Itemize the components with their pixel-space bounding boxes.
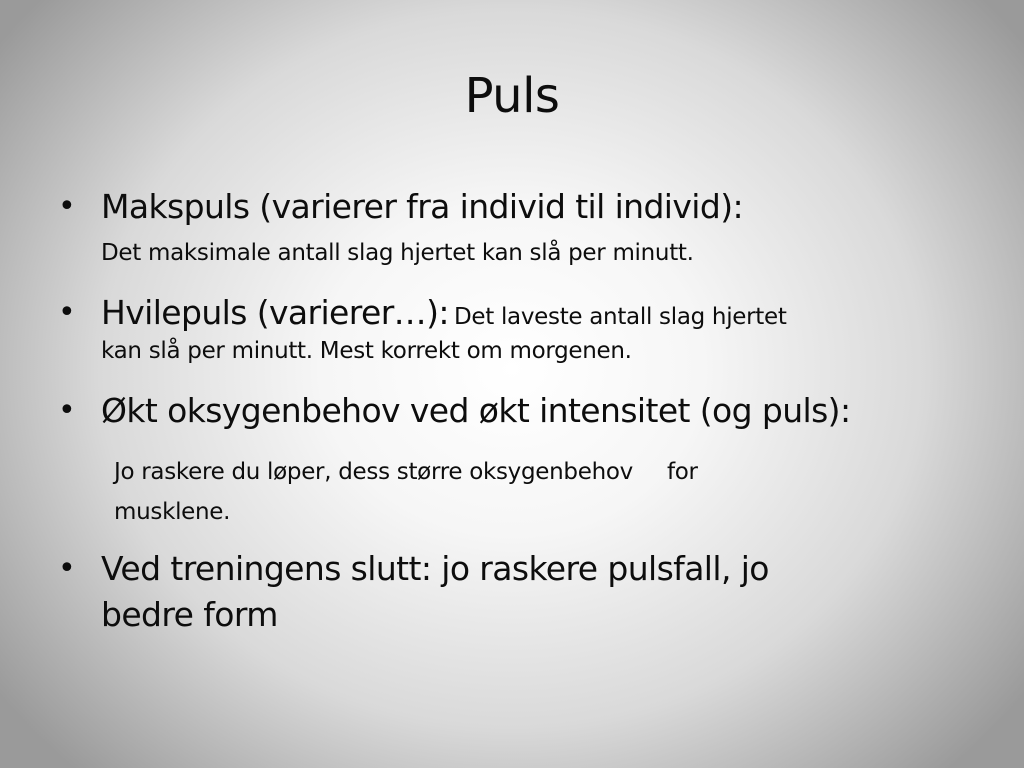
slide-title: Puls (464, 68, 560, 124)
bullet-dot: • (58, 295, 76, 330)
bullet-line (101, 290, 931, 336)
bullet-subtext-line2: musklene. (114, 499, 231, 525)
bullet-detail: Det maksimale antall slag hjertet kan slå per minutt. (101, 240, 694, 266)
bullet-heading: Makspuls (varierer fra individ til individ): (101, 187, 744, 226)
bullet-heading: Økt oksygenbehov ved økt intensitet (og puls): (101, 391, 851, 430)
bullet-heading-line1: Ved treningens slutt: jo raskere pulsfall, jo (101, 549, 769, 588)
bullet-dot: • (58, 551, 76, 586)
bullet-dot: • (58, 393, 76, 428)
bullet-text (101, 546, 931, 638)
bullet-detail-inline: Det laveste antall slag hjertet (453, 304, 787, 330)
bullet-text (101, 184, 931, 272)
bullet-dot: • (58, 189, 76, 224)
bullet-detail-continued: kan slå per minutt. Mest korrekt om morgenen. (101, 338, 632, 364)
bullet-heading: Hvilepuls (varierer…): (101, 293, 449, 332)
subtext-part-b: for (666, 459, 698, 485)
bullet-subtext (114, 452, 874, 492)
subtext-part-a: Jo raskere du løper, dess større oksygenbehov (114, 459, 633, 485)
bullet-text (101, 388, 931, 434)
bullet-text (101, 290, 931, 370)
bullet-heading-line2: bedre form (101, 595, 278, 634)
